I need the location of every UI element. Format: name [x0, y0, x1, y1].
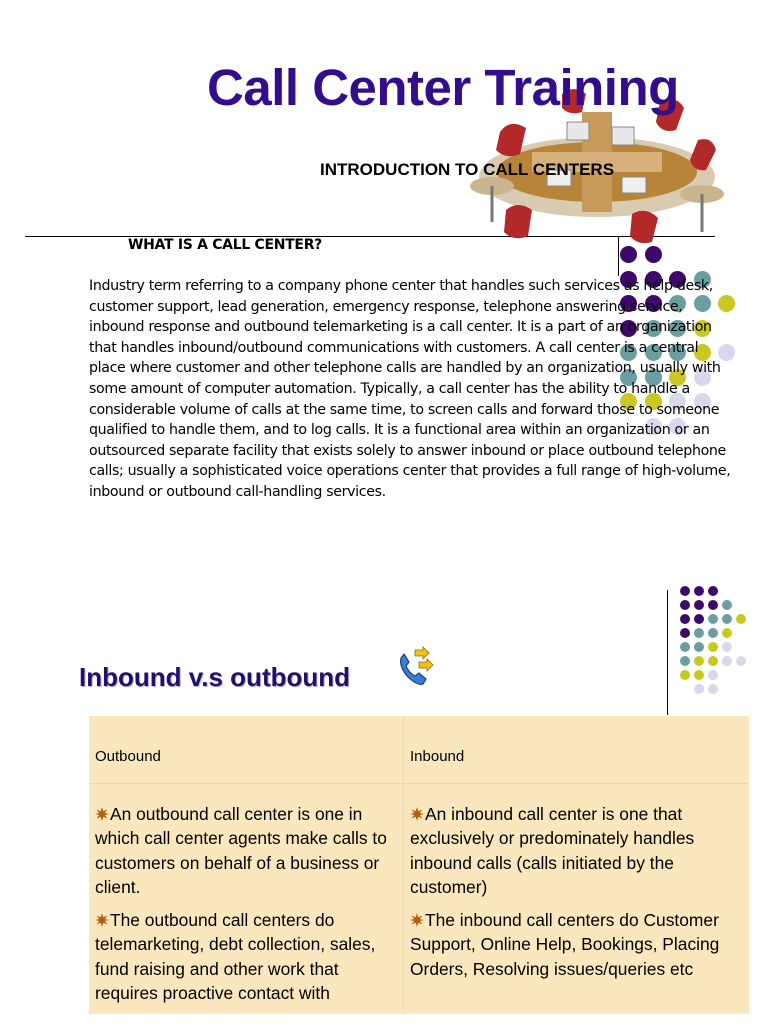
table-row — [89, 784, 749, 1015]
table-header-row — [89, 716, 749, 784]
divider-vertical — [667, 590, 668, 715]
body-line: customer support, lead generation, emergency response, telephone answering service, — [89, 298, 683, 315]
decorative-dot — [694, 670, 704, 680]
body-line: considerable volume of calls at the same time, to screen calls and forward those to someone — [89, 401, 720, 418]
decorative-dot — [680, 628, 690, 638]
decorative-dot — [694, 684, 704, 694]
decorative-dot — [694, 656, 704, 666]
decorative-dot — [680, 586, 690, 596]
list-item — [410, 802, 743, 899]
decorative-dot — [680, 600, 690, 610]
decorative-dot — [694, 642, 704, 652]
inbound-point: An inbound call center is one that exclusively or predominately handles inbound calls (calls initiated by the customer) — [410, 804, 695, 897]
decorative-dot — [722, 614, 732, 624]
decorative-dot — [694, 586, 704, 596]
decorative-dot — [708, 600, 718, 610]
inbound-point: The inbound call centers do Customer Support, Online Help, Bookings, Placing Orders, Resolving issues/queries etc — [410, 910, 720, 979]
phone-icon — [395, 644, 439, 688]
decorative-dot — [736, 656, 746, 666]
decorative-dot — [694, 600, 704, 610]
inbound-outbound-table — [89, 716, 749, 1014]
bullet-star-icon — [410, 913, 424, 927]
bullet-star-icon — [95, 913, 109, 927]
body-line: place where customer and other telephone calls are handled by an organization, usually with — [89, 360, 721, 377]
decorative-dot — [722, 642, 732, 652]
decorative-dot — [708, 586, 718, 596]
body-line: some amount of computer automation. Typically, a call center has the ability to handle a — [89, 380, 690, 397]
section-heading: WHAT IS A CALL CENTER? — [128, 237, 323, 253]
decorative-dot — [708, 642, 718, 652]
decorative-dot — [645, 246, 662, 263]
body-line: outsourced separate facility that exists solely to answer inbound or place outbound telephone — [89, 442, 726, 459]
decorative-dot — [708, 670, 718, 680]
bullet-star-icon — [410, 807, 424, 821]
slide-subtitle: INTRODUCTION TO CALL CENTERS — [320, 160, 615, 179]
decorative-dot — [680, 656, 690, 666]
column-header-inbound: Inbound — [410, 748, 465, 765]
decorative-dot — [680, 614, 690, 624]
table-header-cell — [404, 716, 750, 784]
outbound-cell — [89, 784, 404, 1015]
body-line: qualified to handle them, and to log calls. It is a functional area within an organization or an — [89, 422, 710, 439]
list-item — [95, 908, 397, 1005]
outbound-point: An outbound call center is one in which call center agents make calls to customers on behalf of a business or client. — [95, 804, 387, 897]
list-item — [95, 802, 397, 899]
decorative-dot — [708, 628, 718, 638]
decorative-dot — [694, 614, 704, 624]
decorative-dot — [708, 656, 718, 666]
decorative-dot — [722, 600, 732, 610]
call-center-definition — [89, 276, 751, 503]
body-line: that handles inbound/outbound communications with customers. A call center is a central — [89, 339, 699, 356]
decorative-dot — [694, 628, 704, 638]
decorative-dots-bottom — [680, 586, 760, 706]
decorative-dot — [736, 614, 746, 624]
table-header-cell — [89, 716, 404, 784]
outbound-point: The outbound call centers do telemarketing, debt collection, sales, fund raising and other work that requires proactive contact with — [95, 910, 376, 1004]
decorative-dot — [680, 642, 690, 652]
body-line: calls; usually a sophisticated voice operations center that provides a full range of high-volume, — [89, 463, 731, 480]
slide-title: Call Center Training — [207, 59, 679, 116]
list-item — [410, 908, 743, 981]
bullet-star-icon — [95, 807, 109, 821]
body-line: inbound or outbound call-handling services. — [89, 483, 386, 500]
body-line: Industry term referring to a company phone center that handles such services as help desk, — [89, 278, 713, 294]
inbound-cell — [404, 784, 750, 1015]
body-line: inbound response and outbound telemarketing is a call center. It is a part of an organization — [89, 319, 712, 336]
decorative-dot — [620, 246, 637, 263]
decorative-dot — [680, 670, 690, 680]
decorative-dot — [722, 656, 732, 666]
decorative-dot — [708, 614, 718, 624]
column-header-outbound: Outbound — [95, 748, 161, 765]
decorative-dot — [722, 628, 732, 638]
comparison-title: Inbound v.s outbound — [79, 662, 351, 692]
decorative-dot — [708, 684, 718, 694]
